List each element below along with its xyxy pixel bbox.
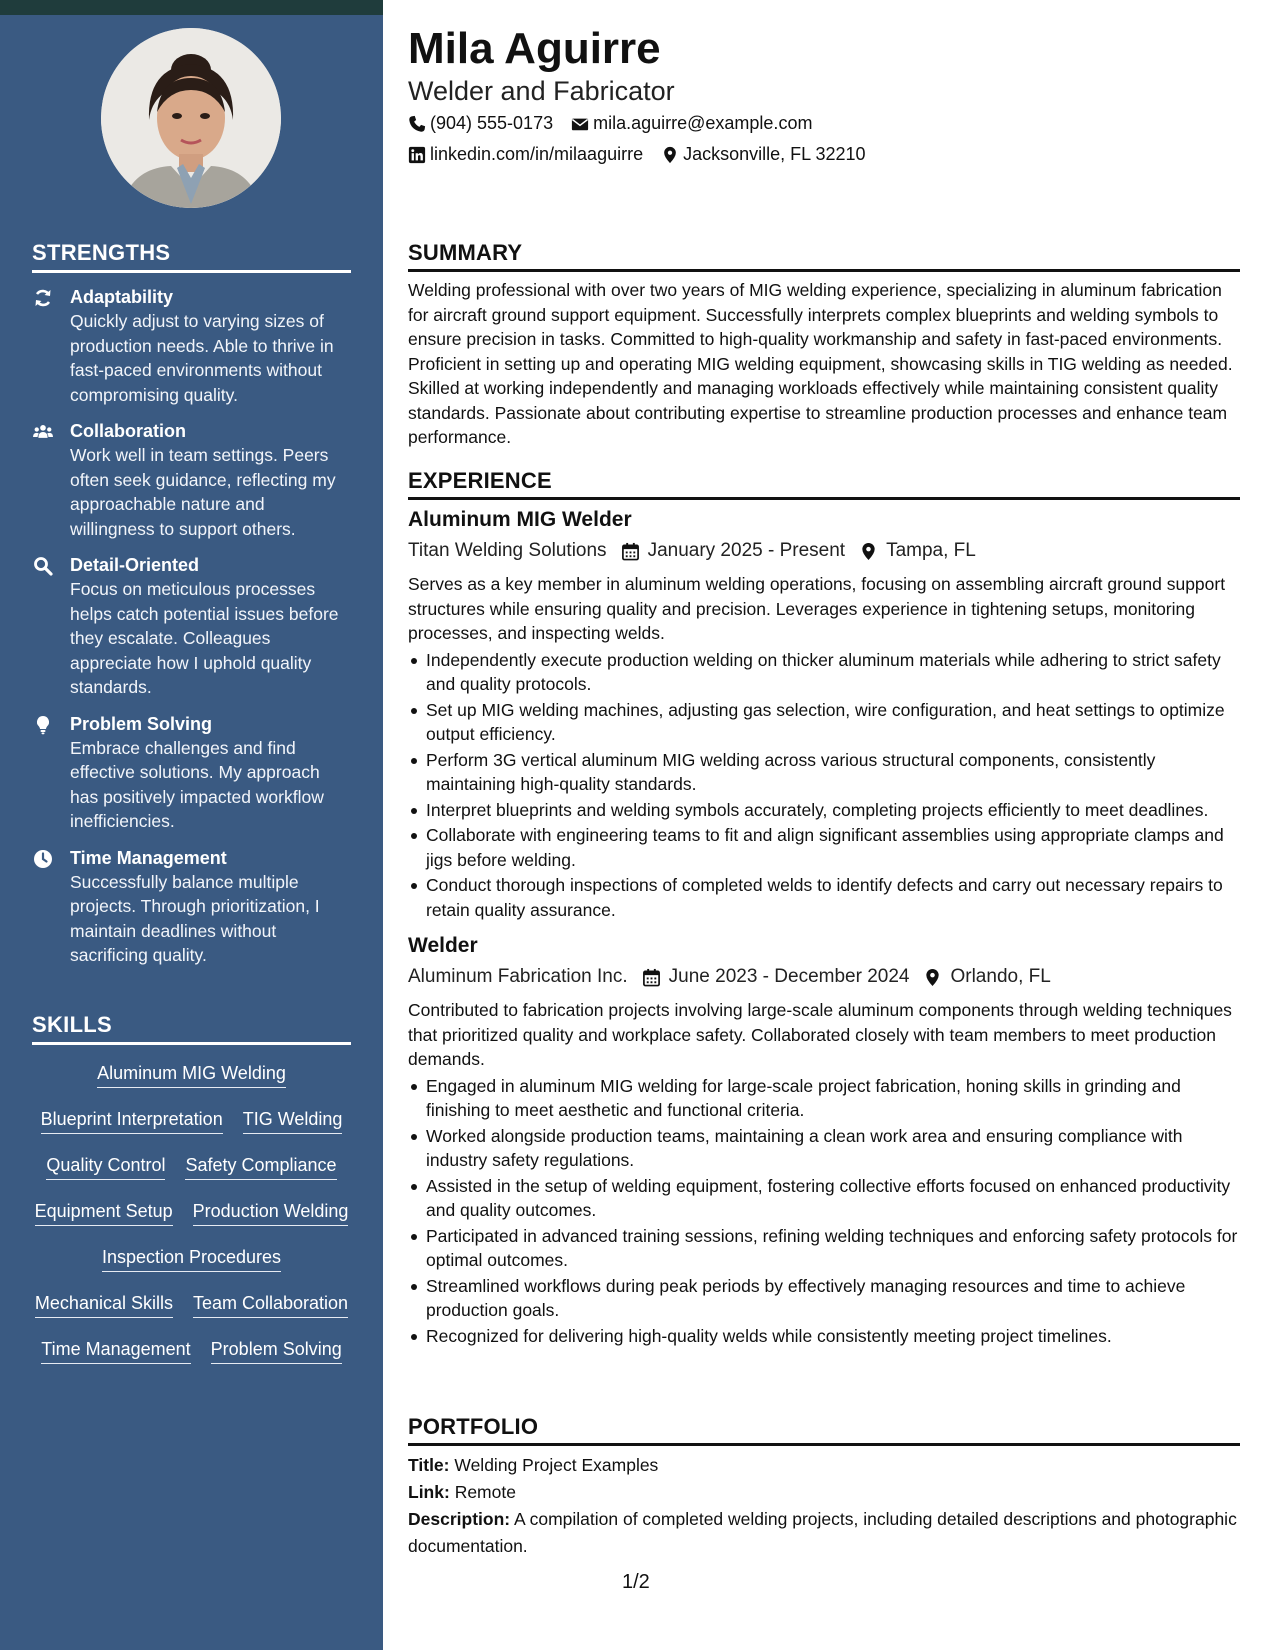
job-meta [408,962,1240,992]
calendar-icon [621,542,648,561]
job-entry [408,932,1240,1348]
skill-tag: Team Collaboration [193,1291,348,1318]
list-item: Assisted in the setup of welding equipment, fostering collective efforts focused on enhanced productivity and quality outcomes. [408,1174,1240,1223]
job-location [923,962,1050,992]
map-pin-icon [923,968,950,987]
profile-photo [101,28,281,208]
summary-heading: SUMMARY [408,240,1240,272]
strength-title: Detail-Oriented [70,555,200,575]
portfolio-entry [408,1452,1240,1560]
list-item: Collaborate with engineering teams to fit and align significant assemblies using appropriate clamps and jigs before welding. [408,823,1240,872]
strength-item [32,846,351,968]
job-dates [621,536,846,566]
location-contact [661,144,865,165]
job-description: Serves as a key member in aluminum welding operations, focusing on assembling aircraft ground support structures while ensuring quality and precision. Leverages experience in tightening setups, monitoring processes, and inspecting welds. [408,574,1226,643]
contact-row-2 [408,144,884,165]
strength-description: Work well in team settings. Peers often seek guidance, reflecting my approachable nature and willingness to support others. [70,445,336,539]
skill-tag: Production Welding [193,1199,349,1226]
job-dates [642,962,910,992]
envelope-icon [571,115,593,133]
skills-section [32,1012,351,1383]
portfolio-link-label: Link: [408,1482,450,1502]
linkedin-contact [408,144,643,165]
job-location [859,536,976,566]
sync-icon [32,285,70,407]
portfolio-link-value: Remote [454,1482,516,1502]
portfolio-heading: PORTFOLIO [408,1414,1240,1446]
job-title: Aluminum MIG Welder [408,508,632,531]
list-item: Participated in advanced training sessions, refining welding techniques and enforcing safety protocols for optimal outcomes. [408,1224,1240,1273]
phone-contact [408,113,553,134]
skill-tag: Quality Control [46,1153,165,1180]
strength-item [32,419,351,541]
phone-text: (904) 555-0173 [430,113,554,133]
sidebar-top-bar [0,0,383,15]
portfolio-title-label: Title: [408,1455,450,1475]
job-location-text: Orlando, FL [950,966,1051,987]
job-bullets [408,1074,1240,1349]
summary-section [408,240,1240,450]
location-text: Jacksonville, FL 32210 [683,144,866,164]
job-bullets [408,648,1240,923]
strength-title: Problem Solving [70,713,213,734]
summary-text: Welding professional with over two years of MIG welding experience, specializing in aluminum fabrication for aircraft ground support equipment. Successfully interprets complex blueprints and welding symbols to ensure precision in tasks. Committed to high-quality workmanship and safety in fast-paced environments. Proficient in setting up and operating MIG welding equipment, showcasing skills in TIG welding as needed. Skilled at working independently and managing workloads effectively while maintaining consistent quality standards. Passionate about contributing expertise to streamline production processes and enhance team performance. [408,280,1233,447]
contact-row-1 [408,113,830,134]
job-dates-text: January 2025 - Present [647,540,846,561]
strength-item [32,285,351,407]
job-description: Contributed to fabrication projects involving large-scale aluminum components through welding techniques that prioritized quality and workplace safety. Collaborated closely with team members to meet production demands. [408,1000,1232,1069]
lightbulb-icon [32,712,70,834]
portfolio-description-line [408,1506,1240,1560]
skill-tag: Time Management [41,1337,190,1364]
job-entry [408,506,1240,922]
strength-title: Collaboration [70,421,186,441]
users-icon [32,419,70,541]
search-icon [32,553,70,700]
list-item: Engaged in aluminum MIG welding for large-scale project fabrication, honing skills in grinding and finishing to meet aesthetic and functional criteria. [408,1074,1240,1123]
list-item: Streamlined workflows during peak periods by effectively managing resources and time to achieve production goals. [408,1274,1240,1323]
strengths-section [32,240,351,968]
skill-tag: Safety Compliance [185,1153,336,1180]
sidebar [0,0,383,1650]
skills-list [32,1061,351,1383]
phone-icon [408,115,430,133]
email-text: mila.aguirre@example.com [593,113,813,133]
clock-icon [32,846,70,968]
skill-tag: Aluminum MIG Welding [97,1061,286,1088]
job-location-text: Tampa, FL [886,540,976,561]
list-item: Perform 3G vertical aluminum MIG welding across various structural components, consistently maintaining high-quality standards. [408,748,1240,797]
job-meta [408,536,1240,566]
map-pin-icon [859,542,886,561]
skills-heading: SKILLS [32,1012,351,1045]
portfolio-title-line [408,1452,1240,1479]
job-company: Aluminum Fabrication Inc. [408,966,628,987]
list-item: Interpret blueprints and welding symbols accurately, completing projects efficiently to meet deadlines. [408,798,1240,823]
portfolio-link-line [408,1479,1240,1506]
skill-tag: Equipment Setup [35,1199,173,1226]
linkedin-text: linkedin.com/in/milaaguirre [430,144,644,164]
list-item: Independently execute production welding on thicker aluminum materials while adhering to strict safety and quality protocols. [408,648,1240,697]
skill-tag: TIG Welding [243,1107,343,1134]
strength-item [32,712,351,834]
skill-tag: Blueprint Interpretation [41,1107,223,1134]
list-item: Recognized for delivering high-quality welds while consistently meeting project timelines. [408,1324,1240,1349]
list-item: Worked alongside production teams, maintaining a clean work area and ensuring compliance with industry safety regulations. [408,1124,1240,1173]
portfolio-section [408,1414,1240,1560]
skill-tag: Inspection Procedures [102,1245,281,1272]
page-number: 1/2 [622,1571,650,1593]
job-dates-text: June 2023 - December 2024 [668,966,910,987]
experience-heading: EXPERIENCE [408,468,1240,500]
strength-description: Successfully balance multiple projects. Through prioritization, I maintain deadlines without sacrificing quality. [70,871,320,965]
strength-title: Time Management [70,847,227,868]
map-pin-icon [661,146,683,164]
email-contact [571,113,812,134]
portfolio-description-value: A compilation of completed welding projects, including detailed descriptions and photographic documentation. [408,1509,1237,1556]
strength-description: Quickly adjust to varying sizes of production needs. Able to thrive in fast-paced environments without compromising quality. [70,311,334,405]
portfolio-description-label: Description: [408,1509,511,1529]
strength-title: Adaptability [70,287,174,307]
candidate-role: Welder and Fabricator [408,76,675,106]
job-company: Titan Welding Solutions [408,540,607,561]
skill-tag: Mechanical Skills [35,1291,173,1318]
strengths-heading: STRENGTHS [32,240,351,273]
strength-description: Focus on meticulous processes helps catch potential issues before they escalate. Colleagues appreciate how I uphold quality standards. [70,579,339,697]
job-title: Welder [408,934,478,957]
portfolio-title-value: Welding Project Examples [454,1455,659,1475]
calendar-icon [642,968,669,987]
strength-item [32,553,351,700]
skill-tag: Problem Solving [211,1337,342,1364]
linkedin-icon [408,146,430,164]
list-item: Set up MIG welding machines, adjusting gas selection, wire configuration, and heat settings to optimize output efficiency. [408,698,1240,747]
candidate-name: Mila Aguirre [408,24,661,73]
strength-description: Embrace challenges and find effective solutions. My approach has positively impacted workflow inefficiencies. [70,737,324,831]
list-item: Conduct thorough inspections of completed welds to identify defects and carry out necessary repairs to retain quality assurance. [408,873,1240,922]
experience-section [408,468,1240,1349]
